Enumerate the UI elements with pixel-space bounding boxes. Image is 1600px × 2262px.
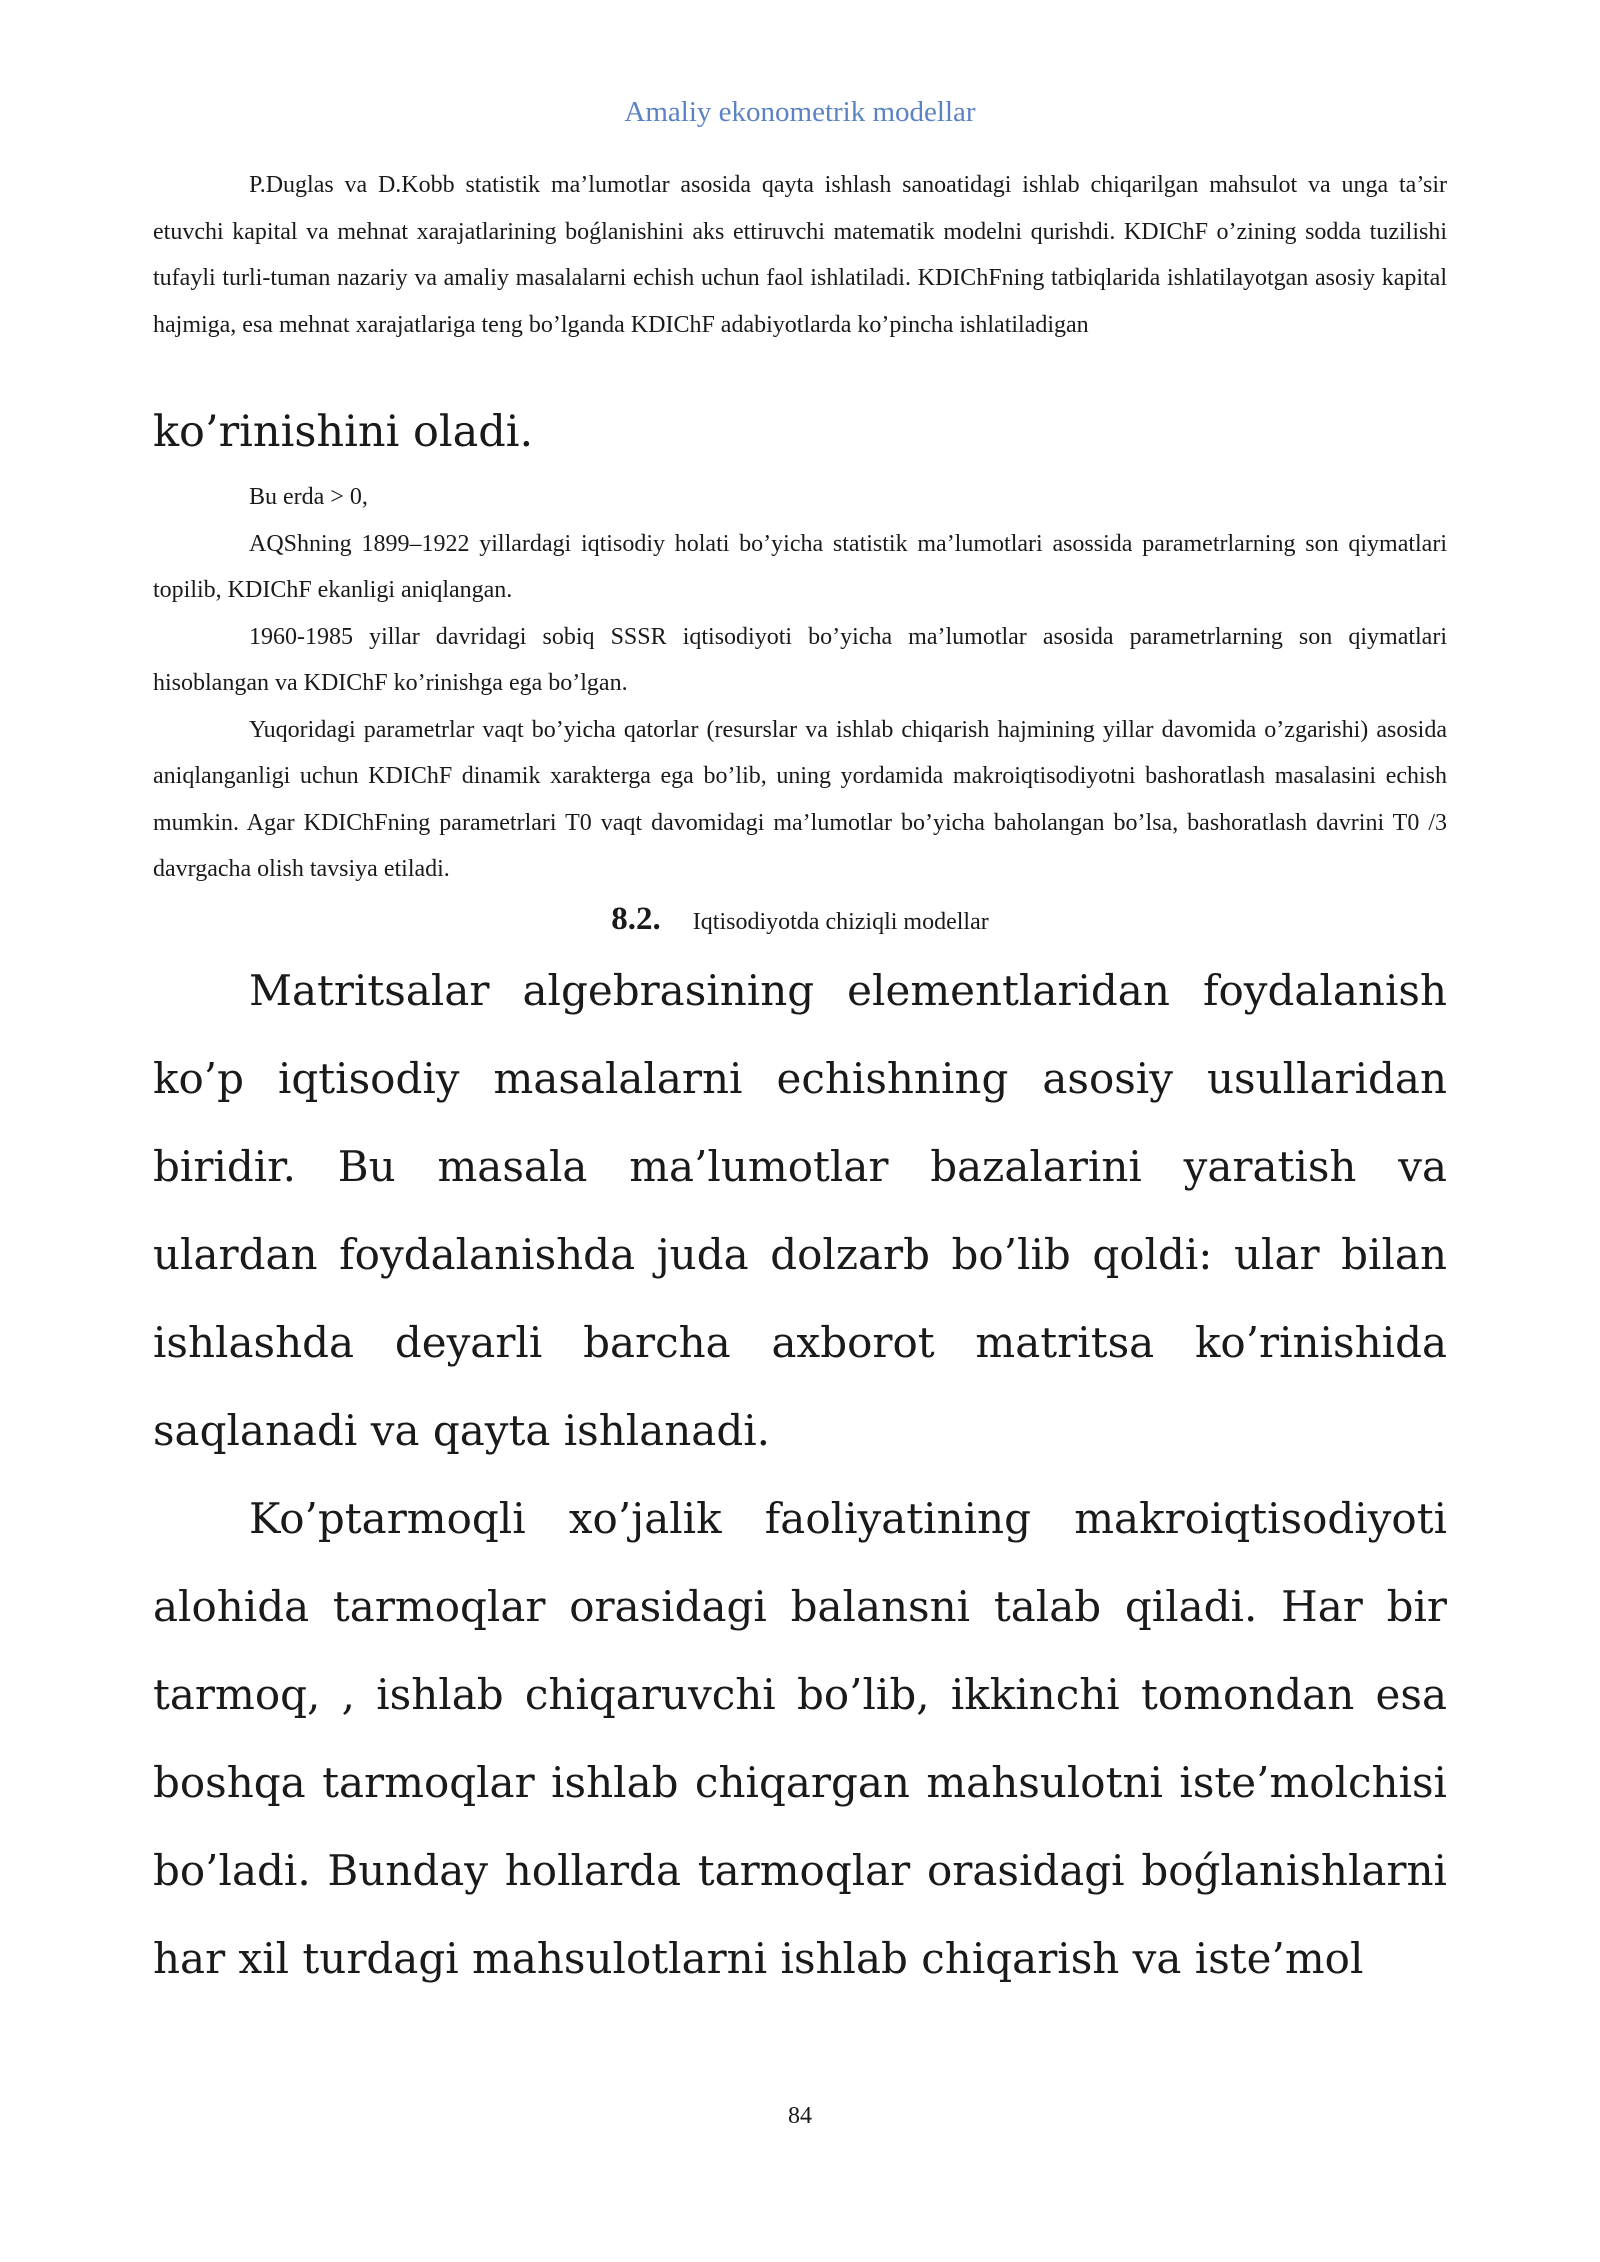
page-content xyxy=(153,162,1447,2003)
paragraph-koptarmoqli: Ko’ptarmoqli xo’jalik faoliyatining makroiqtisodiyoti alohida tarmoqlar orasidagi balansni talab qiladi. Har bir tarmoq, , ishlab chiqaruvchi bo’lib, ikkinchi tomondan esa boshqa tarmoqlar ishlab chiqargan mahsulotni iste’molchisi bo’ladi. Bunday hollarda tarmoqlar orasidagi boǵlanishlarni har xil turdagi mahsulotlarni ishlab chiqarish va iste’mol xyxy=(153,1493,1447,1983)
paragraph-aqsh: AQShning 1899–1922 yillardagi iqtisodiy holati bo’yicha statistik ma’lumotlari asossida parametrlarning son qiymatlari topilib, KDIChF ekanligi aniqlangan. xyxy=(153,530,1447,603)
paragraph-sssr: 1960-1985 yillar davridagi sobiq SSSR iqtisodiyoti bo’yicha ma’lumotlar asosida parametrlarning son qiymatlari hisoblangan va KDIChF ko’rinishga ega bo’lgan. xyxy=(153,623,1447,696)
section-number: 8.2. xyxy=(611,900,661,937)
display-line: ko’rinishini oladi. xyxy=(153,407,534,457)
paragraph-parametrlar: Yuqoridagi parametrlar vaqt bo’yicha qatorlar (resurslar va ishlab chiqarish hajmining yillar davomida o’zgarishi) asosida aniqlanganligi uchun KDIChF dinamik xarakterga ega bo’lib, uning yordamida makroiqtisodiyotni bashoratlash masalasini echish mumkin. Agar KDIChFning parametrlari T0 vaqt davomidagi ma’lumotlar bo’yicha baholangan bo’lsa, bashoratlash davrini T0 /3 davrgacha olish tavsiya etiladi. xyxy=(153,716,1447,882)
paragraph-matritsalar: Matritsalar algebrasining elementlaridan foydalanish ko’p iqtisodiy masalalarni echishning asosiy usullaridan biridir. Bu masala ma’lumotlar bazalarini yaratish va ulardan foydalanishda juda dolzarb bo’lib qoldi: ular bilan ishlashda deyarli barcha axborot matritsa ko’rinishida saqlanadi va qayta ishlanadi. xyxy=(153,965,1447,1455)
running-header: Amaliy ekonometrik modellar xyxy=(624,96,976,128)
page-number: 84 xyxy=(788,2103,812,2129)
paragraph-duglas-kobb: P.Duglas va D.Kobb statistik ma’lumotlar asosida qayta ishlash sanoatidagi ishlab chiqarilgan mahsulot va unga ta’sir etuvchi kapital va mehnat xarajatlarining boǵlanishini aks ettiruvchi matematik modelni qurishdi. KDIChF o’zining sodda tuzilishi tufayli turli-tuman nazariy va amaliy masalalarni echish uchun faol ishlatiladi. KDIChFning tatbiqlarida ishlatilayotgan asosiy kapital hajmiga, esa mehnat xarajatlariga teng bo’lganda KDIChF adabiyotlarda ko’pincha ishlatiladigan xyxy=(153,172,1447,338)
section-title: Iqtisodiyotda chiziqli modellar xyxy=(692,908,989,935)
section-heading xyxy=(153,897,1447,941)
paragraph-bu-erda: Bu erda > 0, xyxy=(249,484,368,510)
